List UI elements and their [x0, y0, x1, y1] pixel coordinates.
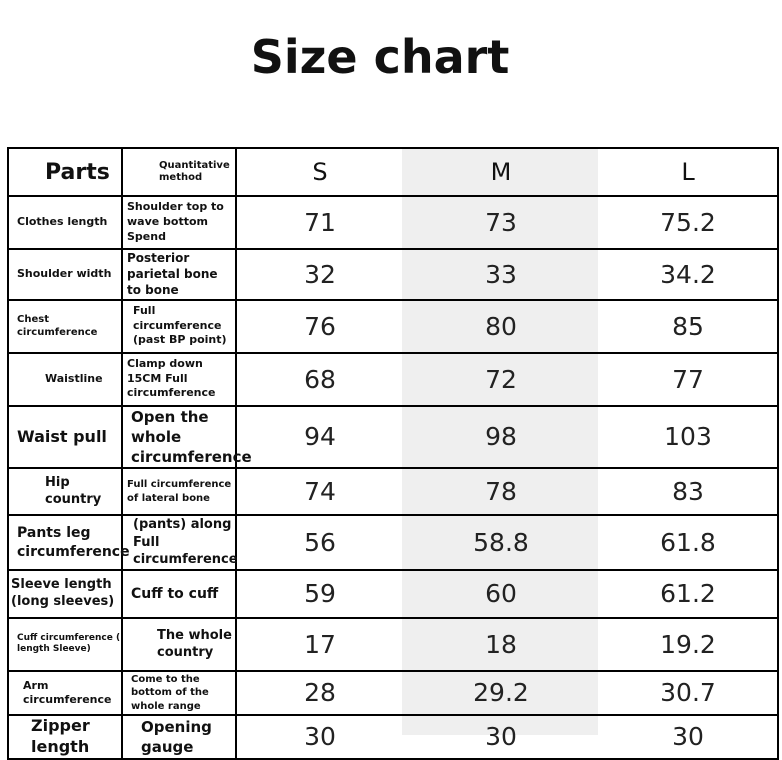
value-l: 77	[599, 353, 778, 406]
table-row	[8, 249, 778, 300]
method-label: The whole country	[122, 618, 236, 671]
table-row	[8, 570, 778, 618]
value-s: 76	[236, 300, 403, 353]
method-label: Cuff to cuff	[122, 570, 236, 618]
part-label: Sleeve length (long sleeves)	[8, 570, 122, 618]
value-s: 94	[236, 406, 403, 469]
table-row	[8, 406, 778, 469]
part-label: Cuff circumference ( length Sleeve)	[8, 618, 122, 671]
header-row	[8, 148, 778, 196]
method-label: Clamp down 15CM Full circumference	[122, 353, 236, 406]
value-s: 17	[236, 618, 403, 671]
value-s: 56	[236, 515, 403, 570]
header-size-l: L	[599, 148, 778, 196]
value-s: 30	[236, 715, 403, 759]
value-s: 28	[236, 671, 403, 715]
value-s: 32	[236, 249, 403, 300]
method-label: Full circumference (past BP point)	[122, 300, 236, 353]
value-l: 34.2	[599, 249, 778, 300]
value-l: 103	[599, 406, 778, 469]
value-l: 30	[599, 715, 778, 759]
header-method: Quantitative method	[122, 148, 236, 196]
value-s: 71	[236, 196, 403, 249]
part-label: Zipper length	[8, 715, 122, 759]
method-label: Come to the bottom of the whole range	[122, 671, 236, 715]
value-m: 33	[403, 249, 599, 300]
value-m: 29.2	[403, 671, 599, 715]
value-s: 68	[236, 353, 403, 406]
table-row	[8, 671, 778, 715]
header-size-s: S	[236, 148, 403, 196]
part-label: Shoulder width	[8, 249, 122, 300]
value-l: 83	[599, 468, 778, 515]
value-m: 58.8	[403, 515, 599, 570]
part-label: Pants leg circumference	[8, 515, 122, 570]
value-m: 78	[403, 468, 599, 515]
value-l: 61.2	[599, 570, 778, 618]
header-size-m: M	[403, 148, 599, 196]
value-l: 85	[599, 300, 778, 353]
table-row	[8, 515, 778, 570]
value-l: 61.8	[599, 515, 778, 570]
part-label: Clothes length	[8, 196, 122, 249]
method-label: Opening gauge	[122, 715, 236, 759]
table-row	[8, 196, 778, 249]
part-label: Hip country	[8, 468, 122, 515]
method-label: (pants) along Full circumference	[122, 515, 236, 570]
value-m: 30	[403, 715, 599, 759]
table-row	[8, 353, 778, 406]
table-row	[8, 300, 778, 353]
page-title: Size chart	[250, 30, 510, 84]
method-label: Full circumference of lateral bone	[122, 468, 236, 515]
value-m: 98	[403, 406, 599, 469]
value-l: 30.7	[599, 671, 778, 715]
part-label: Arm circumference	[8, 671, 122, 715]
method-label: Open the whole circumference	[122, 406, 236, 469]
table-row	[8, 618, 778, 671]
value-m: 60	[403, 570, 599, 618]
value-l: 19.2	[599, 618, 778, 671]
value-m: 80	[403, 300, 599, 353]
value-m: 18	[403, 618, 599, 671]
part-label: Chest circumference	[8, 300, 122, 353]
method-label: Posterior parietal bone to bone	[122, 249, 236, 300]
value-m: 73	[403, 196, 599, 249]
part-label: Waistline	[8, 353, 122, 406]
value-s: 59	[236, 570, 403, 618]
part-label: Waist pull	[8, 406, 122, 469]
table-row	[8, 468, 778, 515]
method-label: Shoulder top to wave bottom Spend	[122, 196, 236, 249]
value-m: 72	[403, 353, 599, 406]
value-s: 74	[236, 468, 403, 515]
value-l: 75.2	[599, 196, 778, 249]
table-row	[8, 715, 778, 759]
size-chart-table	[7, 147, 779, 760]
header-parts: Parts	[8, 148, 122, 196]
